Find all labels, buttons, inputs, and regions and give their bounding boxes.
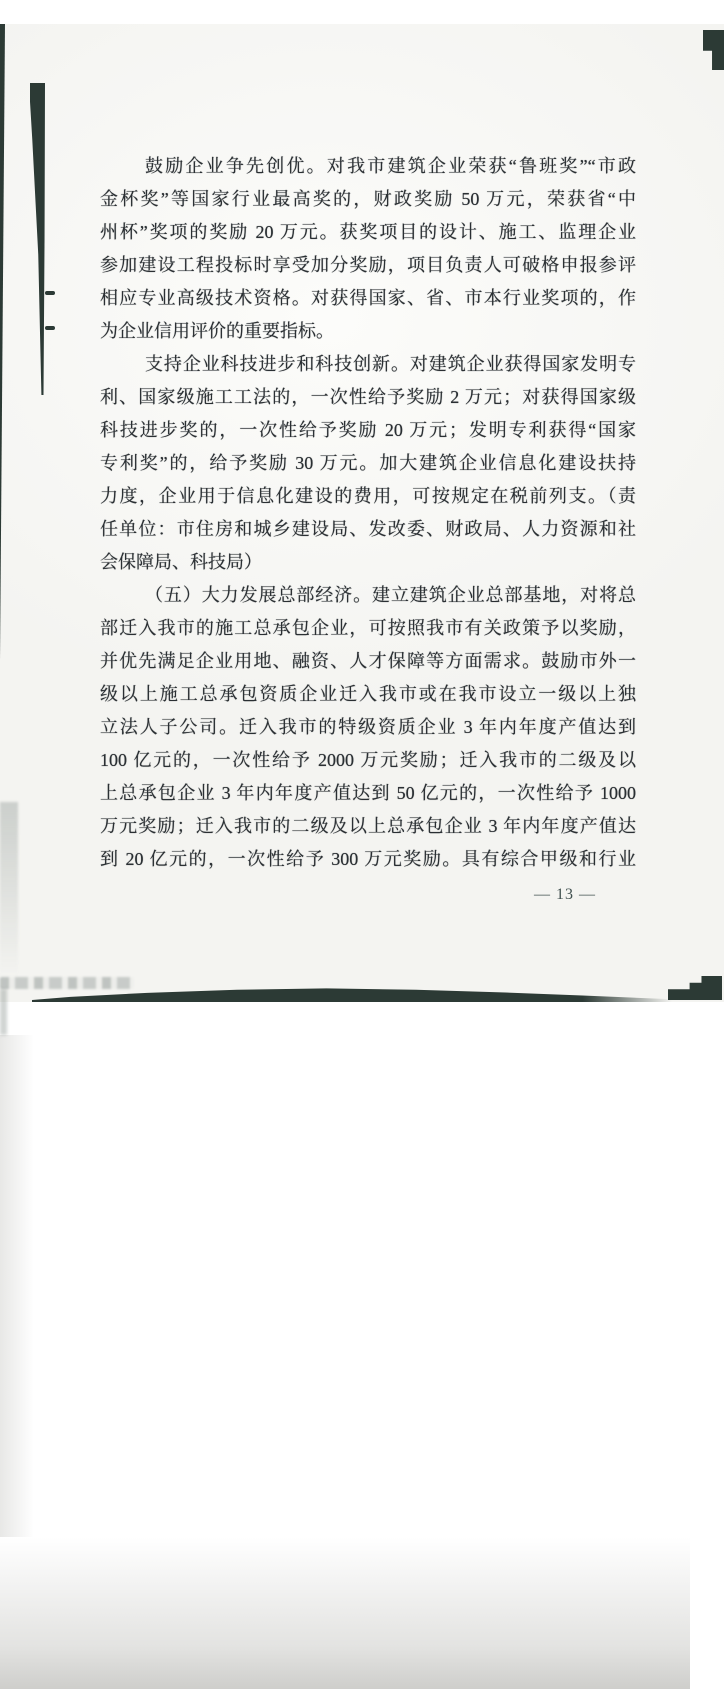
text-line: 会保障局、科技局）	[100, 552, 262, 572]
document-page	[0, 24, 724, 1002]
scan-shading-bottom	[0, 1537, 690, 1689]
text-line: 金杯奖”等国家行业最高奖的，财政奖励 50 万元，荣获省“中	[100, 189, 636, 209]
scan-artifact-left-streaks	[0, 802, 18, 977]
text-line: 力度，企业用于信息化建设的费用，可按规定在税前列支。（责	[100, 486, 636, 506]
scan-artifact-right-bleedthrough	[0, 989, 7, 1035]
text-line: 专利奖”的，给予奖励 30 万元。加大建筑企业信息化建设扶持	[100, 453, 636, 473]
text-line: 支持企业科技进步和科技创新。对建筑企业获得国家发明专	[145, 354, 636, 374]
paragraph	[100, 348, 636, 579]
text-line: 万元奖励；迁入我市的二级及以上总承包企业 3 年内年度产值达	[100, 816, 636, 836]
text-line: 上总承包企业 3 年内年度产值达到 50 亿元的，一次性给予 1000	[100, 783, 636, 803]
scan-artifact-left-tick-1	[45, 291, 55, 295]
paragraph	[100, 579, 636, 876]
text-line: （五）大力发展总部经济。建立建筑企业总部基地，对将总	[145, 585, 636, 605]
text-line: 任单位：市住房和城乡建设局、发改委、财政局、人力资源和社	[100, 519, 636, 539]
text-line: 部迁入我市的施工总承包企业，可按照我市有关政策予以奖励，	[100, 618, 636, 638]
text-line: 100 亿元的，一次性给予 2000 万元奖励；迁入我市的二级及以	[100, 750, 636, 770]
document-body	[100, 150, 636, 876]
scan-artifact-right-edge-line	[0, 24, 4, 802]
scan-artifact-left-edge-wedge	[30, 83, 45, 395]
scan-artifact-left-tick-2	[45, 326, 55, 330]
scan-artifact-top-right-corner	[703, 30, 724, 70]
scan-shading-left	[0, 1035, 34, 1537]
text-line: 级以上施工总承包资质企业迁入我市或在我市设立一级以上独	[100, 684, 636, 704]
text-line: 州杯”奖项的奖励 20 万元。获奖项目的设计、施工、监理企业	[100, 222, 636, 242]
text-line: 到 20 亿元的，一次性给予 300 万元奖励。具有综合甲级和行业	[100, 849, 636, 869]
page-number: — 13 —	[534, 886, 596, 903]
text-line: 立法人子公司。迁入我市的特级资质企业 3 年内年度产值达到	[100, 717, 636, 737]
text-line: 利、国家级施工工法的，一次性给予奖励 2 万元；对获得国家级	[100, 387, 636, 407]
scan-artifact-bottom-right-corner	[668, 976, 722, 1000]
text-line: 参加建设工程投标时享受加分奖励，项目负责人可破格申报参评	[100, 255, 636, 275]
text-line: 并优先满足企业用地、融资、人才保障等方面需求。鼓励市外一	[100, 651, 636, 671]
text-line: 鼓励企业争先创优。对我市建筑企业荣获“鲁班奖”“市政	[145, 156, 636, 176]
paragraph	[100, 150, 636, 348]
text-line: 为企业信用评价的重要指标。	[100, 321, 334, 341]
text-line: 相应专业高级技术资格。对获得国家、省、市本行业奖项的，作	[100, 288, 636, 308]
header-smudge-artifact	[0, 977, 134, 989]
text-line: 科技进步奖的，一次性给予奖励 20 万元；发明专利获得“国家	[100, 420, 636, 440]
